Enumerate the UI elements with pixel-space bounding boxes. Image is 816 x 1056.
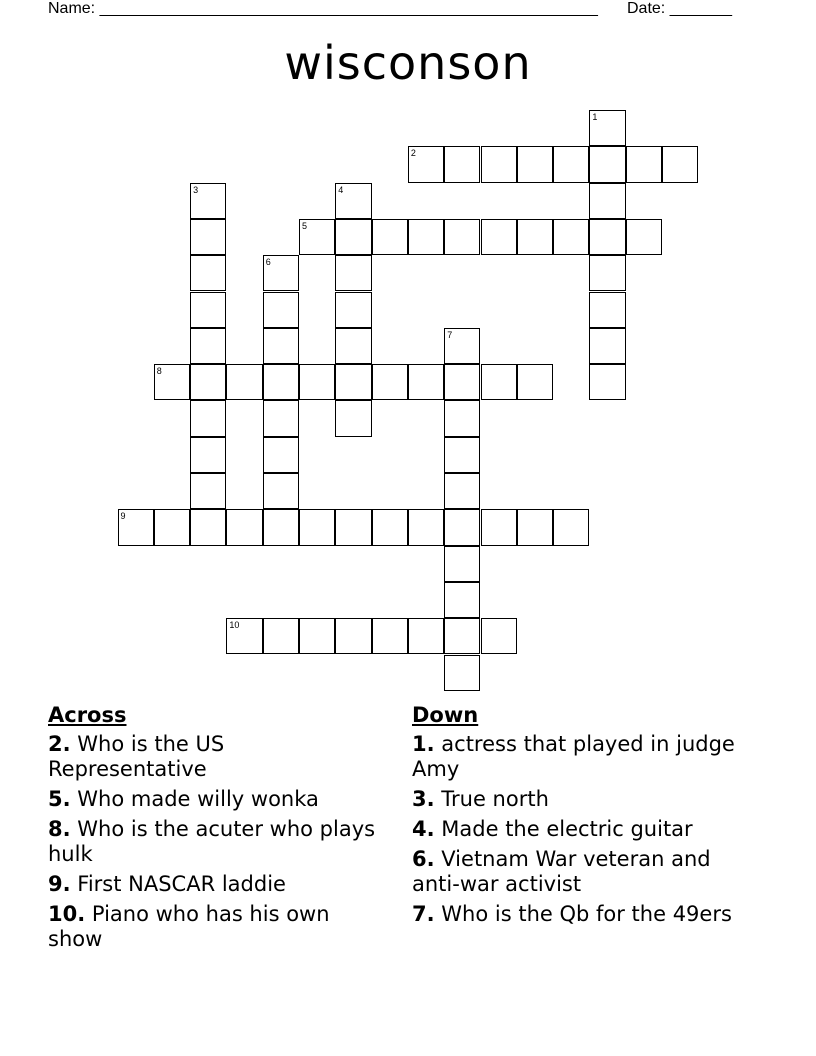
grid-cell[interactable] <box>444 328 480 364</box>
grid-cell[interactable] <box>408 219 444 255</box>
grid-cell[interactable] <box>154 364 190 400</box>
grid-cell[interactable] <box>190 255 226 291</box>
grid-cell[interactable] <box>553 146 589 182</box>
grid-cell[interactable] <box>408 364 444 400</box>
grid-cell[interactable] <box>263 473 299 509</box>
clue-number: 4. <box>412 817 435 841</box>
grid-cell[interactable] <box>299 509 335 545</box>
clue-number: 5. <box>48 787 71 811</box>
grid-cell[interactable] <box>372 618 408 654</box>
cell-number: 3 <box>193 184 199 195</box>
puzzle-title: wisconson <box>284 36 532 90</box>
grid-cell[interactable] <box>444 546 480 582</box>
clue-number: 6. <box>412 847 435 871</box>
clue-text: Who is the acuter who plays hulk <box>48 817 376 866</box>
grid-cell[interactable] <box>444 364 480 400</box>
name-field[interactable]: Name: ________________________________________________________ <box>48 0 598 17</box>
grid-cell[interactable] <box>444 655 480 691</box>
grid-cell[interactable] <box>408 618 444 654</box>
grid-cell[interactable] <box>553 219 589 255</box>
cell-number: 8 <box>156 366 162 377</box>
grid-cell[interactable] <box>263 364 299 400</box>
grid-cell[interactable] <box>190 473 226 509</box>
across-clues <box>48 703 388 957</box>
clue-number: 3. <box>412 787 435 811</box>
grid-cell[interactable] <box>190 183 226 219</box>
cell-number: 10 <box>229 620 240 631</box>
grid-cell[interactable] <box>444 437 480 473</box>
grid-cell[interactable] <box>662 146 698 182</box>
grid-cell[interactable] <box>589 146 625 182</box>
clue-text: Made the electric guitar <box>441 817 693 841</box>
cell-number: 6 <box>265 257 271 268</box>
clue-across-9 <box>48 872 388 897</box>
grid-cell[interactable] <box>589 292 625 328</box>
grid-cell[interactable] <box>335 292 371 328</box>
grid-cell[interactable] <box>589 255 625 291</box>
grid-cell[interactable] <box>444 473 480 509</box>
grid-cell[interactable] <box>335 255 371 291</box>
clue-text: Piano who has his own show <box>48 902 330 951</box>
clue-number: 10. <box>48 902 86 926</box>
clue-number: 7. <box>412 902 435 926</box>
clue-down-6 <box>412 847 752 897</box>
grid-cell[interactable] <box>444 219 480 255</box>
grid-cell[interactable] <box>190 400 226 436</box>
clue-number: 8. <box>48 817 71 841</box>
grid-cell[interactable] <box>190 364 226 400</box>
grid-cell[interactable] <box>263 437 299 473</box>
grid-cell[interactable] <box>589 110 625 146</box>
grid-cell[interactable] <box>517 146 553 182</box>
grid-cell[interactable] <box>226 509 262 545</box>
grid-cell[interactable] <box>263 292 299 328</box>
clue-across-5 <box>48 787 388 812</box>
grid-cell[interactable] <box>372 219 408 255</box>
grid-cell[interactable] <box>553 509 589 545</box>
down-clues <box>412 703 752 932</box>
grid-cell[interactable] <box>263 400 299 436</box>
grid-cell[interactable] <box>517 364 553 400</box>
grid-cell[interactable] <box>517 219 553 255</box>
clue-down-7 <box>412 902 752 927</box>
grid-cell[interactable] <box>118 509 154 545</box>
clue-down-1 <box>412 732 752 782</box>
clue-across-8 <box>48 817 388 867</box>
clue-text: Vietnam War veteran and anti-war activist <box>412 847 711 896</box>
clue-text: Who made willy wonka <box>77 787 319 811</box>
grid-cell[interactable] <box>626 146 662 182</box>
grid-cell[interactable] <box>335 400 371 436</box>
clue-text: True north <box>441 787 549 811</box>
grid-cell[interactable] <box>190 292 226 328</box>
grid-cell[interactable] <box>335 219 371 255</box>
down-heading: Down <box>412 703 479 727</box>
cell-number: 4 <box>338 184 344 195</box>
date-field[interactable]: Date: _______ <box>627 0 732 17</box>
clue-number: 1. <box>412 732 435 756</box>
grid-cell[interactable] <box>481 219 517 255</box>
grid-cell[interactable] <box>335 183 371 219</box>
grid-cell[interactable] <box>589 183 625 219</box>
grid-cell[interactable] <box>372 364 408 400</box>
grid-cell[interactable] <box>299 364 335 400</box>
grid-cell[interactable] <box>263 255 299 291</box>
grid-cell[interactable] <box>444 509 480 545</box>
grid-cell[interactable] <box>481 618 517 654</box>
grid-cell[interactable] <box>190 509 226 545</box>
grid-cell[interactable] <box>626 219 662 255</box>
cell-number: 5 <box>302 220 308 231</box>
grid-cell[interactable] <box>190 219 226 255</box>
grid-cell[interactable] <box>190 437 226 473</box>
grid-cell[interactable] <box>335 364 371 400</box>
grid-cell[interactable] <box>226 618 262 654</box>
cell-number: 2 <box>410 148 416 159</box>
grid-cell[interactable] <box>299 219 335 255</box>
clue-across-10 <box>48 902 388 952</box>
grid-cell[interactable] <box>335 618 371 654</box>
grid-cell[interactable] <box>589 364 625 400</box>
cell-number: 7 <box>447 329 453 340</box>
grid-cell[interactable] <box>263 328 299 364</box>
clue-down-4 <box>412 817 752 842</box>
grid-cell[interactable] <box>481 364 517 400</box>
grid-cell[interactable] <box>589 219 625 255</box>
grid-cell[interactable] <box>444 618 480 654</box>
grid-cell[interactable] <box>154 509 190 545</box>
grid-cell[interactable] <box>299 618 335 654</box>
clue-text: Who is the Qb for the 49ers <box>441 902 732 926</box>
clue-number: 2. <box>48 732 71 756</box>
grid-cell[interactable] <box>444 146 480 182</box>
clue-text: First NASCAR laddie <box>77 872 286 896</box>
grid-cell[interactable] <box>263 618 299 654</box>
grid-cell[interactable] <box>190 328 226 364</box>
clue-across-2 <box>48 732 388 782</box>
clue-down-3 <box>412 787 752 812</box>
grid-cell[interactable] <box>408 509 444 545</box>
cell-number: 1 <box>592 112 598 122</box>
grid-cell[interactable] <box>408 146 444 182</box>
grid-cell[interactable] <box>226 364 262 400</box>
clue-text: actress that played in judge Amy <box>412 732 735 781</box>
grid-cell[interactable] <box>444 400 480 436</box>
grid-cell[interactable] <box>517 509 553 545</box>
grid-cell[interactable] <box>481 146 517 182</box>
grid-cell[interactable] <box>444 582 480 618</box>
grid-cell[interactable] <box>372 509 408 545</box>
cell-number: 9 <box>120 511 126 522</box>
grid-cell[interactable] <box>335 509 371 545</box>
grid-cell[interactable] <box>335 328 371 364</box>
across-heading: Across <box>48 703 127 727</box>
clue-text: Who is the US Representative <box>48 732 225 781</box>
grid-cell[interactable] <box>481 509 517 545</box>
clue-number: 9. <box>48 872 71 896</box>
grid-cell[interactable] <box>263 509 299 545</box>
grid-cell[interactable] <box>589 328 625 364</box>
